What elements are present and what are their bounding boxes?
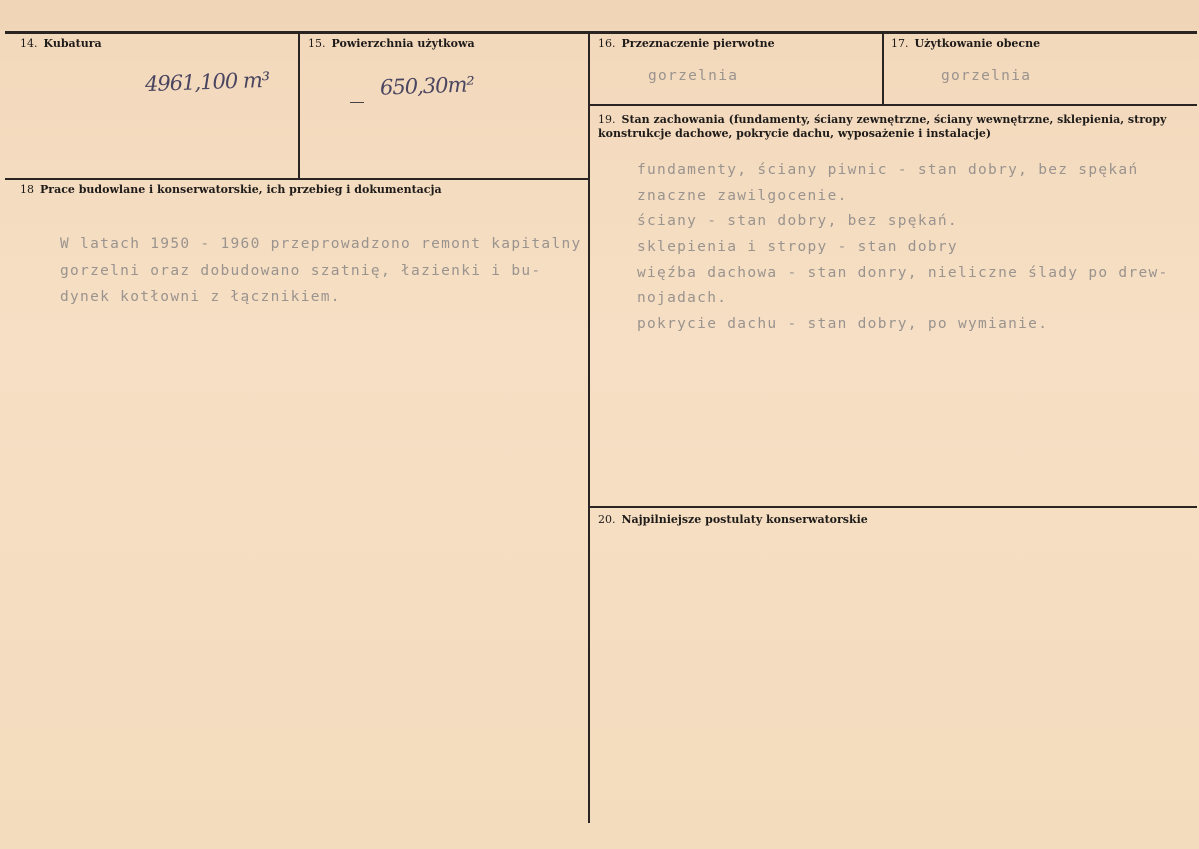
field-18-title: Prace budowlane i konserwatorskie, ich przebieg i dokumentacja — [40, 183, 442, 196]
field-19-line: pokrycie dachu - stan dobry, po wymianie. — [637, 316, 1049, 332]
card-top-strip — [0, 0, 1199, 30]
divider-14-15 — [298, 33, 300, 178]
field-19-line: więźba dachowa - stan donry, nieliczne ślady po drew- — [637, 265, 1169, 281]
field-15-label — [308, 37, 475, 51]
rule-under-14-15 — [5, 178, 589, 180]
field-19-line: znaczne zawilgocenie. — [637, 188, 848, 204]
field-18-label — [20, 183, 442, 197]
field-19-label — [598, 113, 1188, 141]
pen-stroke — [350, 102, 364, 103]
field-15-title: Powierzchnia użytkowa — [331, 37, 475, 50]
rule-under-16-17 — [590, 104, 1197, 106]
field-17-number: 17. — [891, 37, 909, 50]
rule-under-19 — [590, 506, 1197, 508]
field-17-label — [891, 37, 1040, 51]
field-19-line: nojadach. — [637, 290, 728, 306]
field-18-line: W latach 1950 - 1960 przeprowadzono remont kapitalny — [60, 236, 582, 252]
field-14-title: Kubatura — [43, 37, 102, 50]
field-18-line: gorzelni oraz dobudowano szatnię, łazienki i bu- — [60, 263, 542, 279]
field-14-value: 4961,100 m³ — [144, 67, 270, 97]
field-16-label — [598, 37, 775, 51]
field-20-title: Najpilniejsze postulaty konserwatorskie — [621, 513, 868, 526]
field-15-number: 15. — [308, 37, 326, 50]
field-15-value: 650,30m² — [379, 72, 475, 100]
field-18-line: dynek kotłowni z łącznikiem. — [60, 289, 341, 305]
field-18-number: 18 — [20, 183, 34, 196]
field-19-line: ściany - stan dobry, bez spękań. — [637, 213, 958, 229]
field-20-number: 20. — [598, 513, 616, 526]
field-20-label — [598, 513, 868, 527]
field-19-number: 19. — [598, 113, 616, 126]
field-19-line: sklepienia i stropy - stan dobry — [637, 239, 958, 255]
field-18-text — [60, 236, 588, 326]
divider-16-17 — [882, 33, 884, 105]
field-14-label — [20, 37, 102, 51]
field-19-text — [637, 162, 1189, 342]
field-16-value: gorzelnia — [648, 68, 739, 84]
field-16-title: Przeznaczenie pierwotne — [621, 37, 775, 50]
field-16-number: 16. — [598, 37, 616, 50]
field-19-title: Stan zachowania (fundamenty, ściany zewnętrzne, ściany wewnętrzne, sklepienia, stropy konstrukcje dachowe, pokrycie dachu, wyposażenie i instalacje) — [598, 113, 1167, 140]
field-17-value: gorzelnia — [941, 68, 1032, 84]
top-rule — [5, 31, 1197, 34]
field-17-title: Użytkowanie obecne — [914, 37, 1041, 50]
field-19-line: fundamenty, ściany piwnic - stan dobry, bez spękań — [637, 162, 1139, 178]
field-14-number: 14. — [20, 37, 38, 50]
divider-main — [588, 33, 590, 823]
